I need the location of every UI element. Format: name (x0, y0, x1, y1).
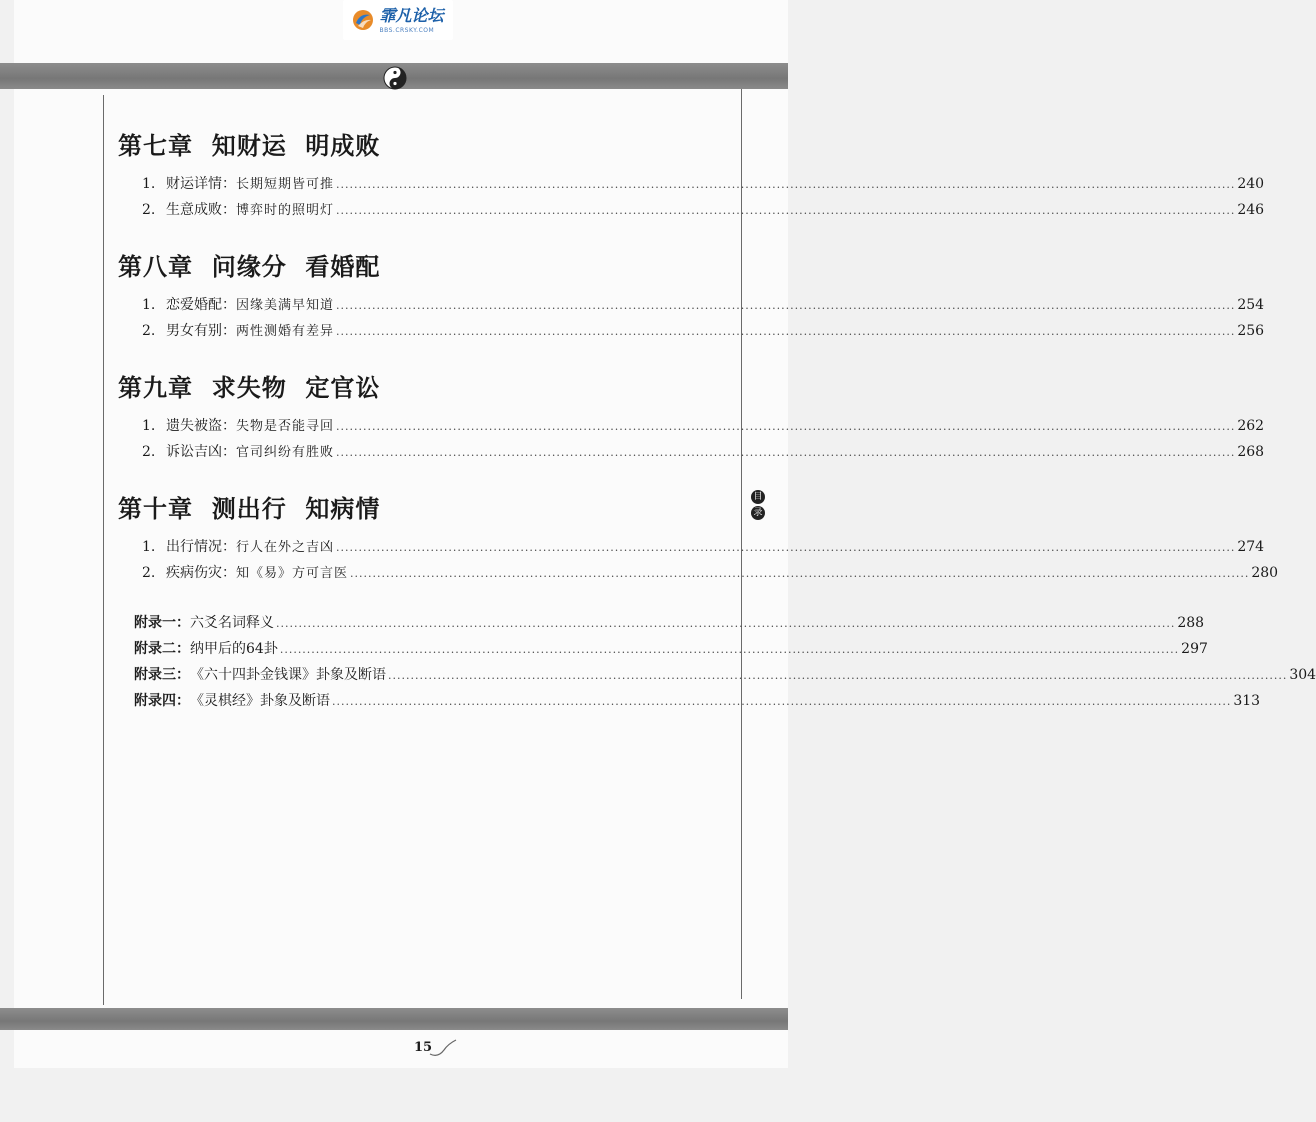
appendix-entry (118, 610, 1205, 636)
appendix-list (118, 610, 1316, 714)
appendix-label: 附录二： (134, 641, 190, 657)
appendix-page: 313 (1233, 693, 1261, 709)
dot-leader: ........................................................................................................................................................................................................ (336, 204, 1236, 217)
entry-label: 生意成败： (166, 202, 236, 218)
entry-subtitle: 官司纠纷有胜败 (236, 445, 335, 460)
entry-number: 1. (142, 539, 156, 555)
toc-entry (118, 197, 1265, 223)
dot-leader: ........................................................................................................................................................................................................ (279, 643, 1180, 656)
toc-entry (118, 413, 1265, 439)
table-of-contents (118, 126, 1316, 714)
dot-leader: ........................................................................................................................................................................................................ (276, 617, 1176, 630)
appendix-label: 附录一： (134, 615, 190, 631)
entry-label: 诉讼吉凶： (166, 444, 236, 460)
appendix-page: 304 (1289, 667, 1316, 683)
dot-leader: ........................................................................................................................................................................................................ (332, 695, 1232, 708)
entry-number: 1. (142, 176, 156, 192)
chapter-title: 第八章 问缘分 看婚配 (118, 252, 381, 281)
appendix-entry (118, 688, 1261, 714)
entry-number: 2. (142, 565, 156, 581)
frame-line-left (103, 95, 104, 1005)
appendix-entry (118, 662, 1316, 688)
entry-label: 财运详情： (166, 176, 236, 192)
dot-leader: ........................................................................................................................................................................................................ (336, 299, 1236, 312)
entry-page: 256 (1237, 323, 1265, 339)
appendix-title: 纳甲后的64卦 (190, 641, 278, 657)
dot-leader: ........................................................................................................................................................................................................ (336, 325, 1236, 338)
appendix-title: 《六十四卦金钱课》卦象及断语 (190, 667, 386, 683)
entry-number: 2. (142, 323, 156, 339)
entry-number: 2. (142, 202, 156, 218)
entry-subtitle: 两性测婚有差异 (236, 324, 335, 339)
entry-page: 274 (1237, 539, 1265, 555)
entry-subtitle: 行人在外之吉凶 (236, 540, 335, 555)
chapter-section (118, 489, 1279, 586)
entry-subtitle: 博弈时的照明灯 (236, 203, 335, 218)
chapter-title: 第十章 测出行 知病情 (118, 494, 381, 523)
side-tab-char: 录 (751, 506, 765, 520)
toc-entry (118, 292, 1265, 318)
appendix-title: 六爻名词释义 (190, 615, 274, 631)
side-tab-contents (751, 490, 765, 522)
appendix-label: 附录四： (134, 693, 190, 709)
dot-leader: ........................................................................................................................................................................................................ (336, 541, 1236, 554)
appendix-title: 《灵棋经》卦象及断语 (190, 693, 330, 709)
toc-entry (118, 560, 1279, 586)
entry-label: 恋爱婚配： (166, 297, 236, 313)
chapter-section (118, 247, 1265, 344)
entry-number: 1. (142, 418, 156, 434)
forum-logo (343, 0, 453, 40)
dot-leader: ........................................................................................................................................................................................................ (336, 420, 1236, 433)
dot-leader: ........................................................................................................................................................................................................ (350, 567, 1250, 580)
swirl-logo-icon (352, 9, 374, 31)
dot-leader: ........................................................................................................................................................................................................ (388, 669, 1288, 682)
entry-page: 254 (1237, 297, 1265, 313)
appendix-entry (118, 636, 1208, 662)
entry-label: 出行情况： (166, 539, 236, 555)
appendix-page: 297 (1181, 641, 1208, 657)
toc-entry (118, 171, 1265, 197)
chapter-section (118, 368, 1265, 465)
entry-number: 2. (142, 444, 156, 460)
entry-label: 疾病伤灾： (166, 565, 236, 581)
entry-page: 246 (1237, 202, 1265, 218)
entry-label: 遗失被盗： (166, 418, 236, 434)
entry-number: 1. (142, 297, 156, 313)
side-tab-char: 目 (751, 490, 765, 504)
entry-subtitle: 因缘美满早知道 (236, 298, 335, 313)
appendix-label: 附录三： (134, 667, 190, 683)
chapter-title: 第九章 求失物 定官讼 (118, 373, 381, 402)
dot-leader: ........................................................................................................................................................................................................ (336, 178, 1236, 191)
entry-page: 262 (1237, 418, 1265, 434)
dot-leader: ........................................................................................................................................................................................................ (336, 446, 1236, 459)
entry-subtitle: 长期短期皆可推 (236, 177, 335, 192)
entry-subtitle: 失物是否能寻回 (236, 419, 335, 434)
page-number: 15 (414, 1040, 433, 1055)
toc-entry (118, 439, 1265, 465)
entry-label: 男女有别： (166, 323, 236, 339)
chapter-section (118, 126, 1265, 223)
toc-entry (118, 318, 1265, 344)
entry-page: 240 (1237, 176, 1265, 192)
logo-subtext: BBS.CRSKY.COM (379, 27, 435, 34)
swoosh-icon (428, 1036, 458, 1058)
footer-band (0, 1008, 788, 1030)
chapter-title: 第七章 知财运 明成败 (118, 131, 381, 160)
appendix-page: 288 (1177, 615, 1205, 631)
entry-page: 268 (1237, 444, 1265, 460)
taiji-icon (383, 66, 407, 90)
logo-text: 霏凡论坛 (379, 6, 444, 25)
entry-page: 280 (1251, 565, 1279, 581)
toc-entry (118, 534, 1265, 560)
entry-subtitle: 知《易》方可言医 (236, 566, 349, 581)
